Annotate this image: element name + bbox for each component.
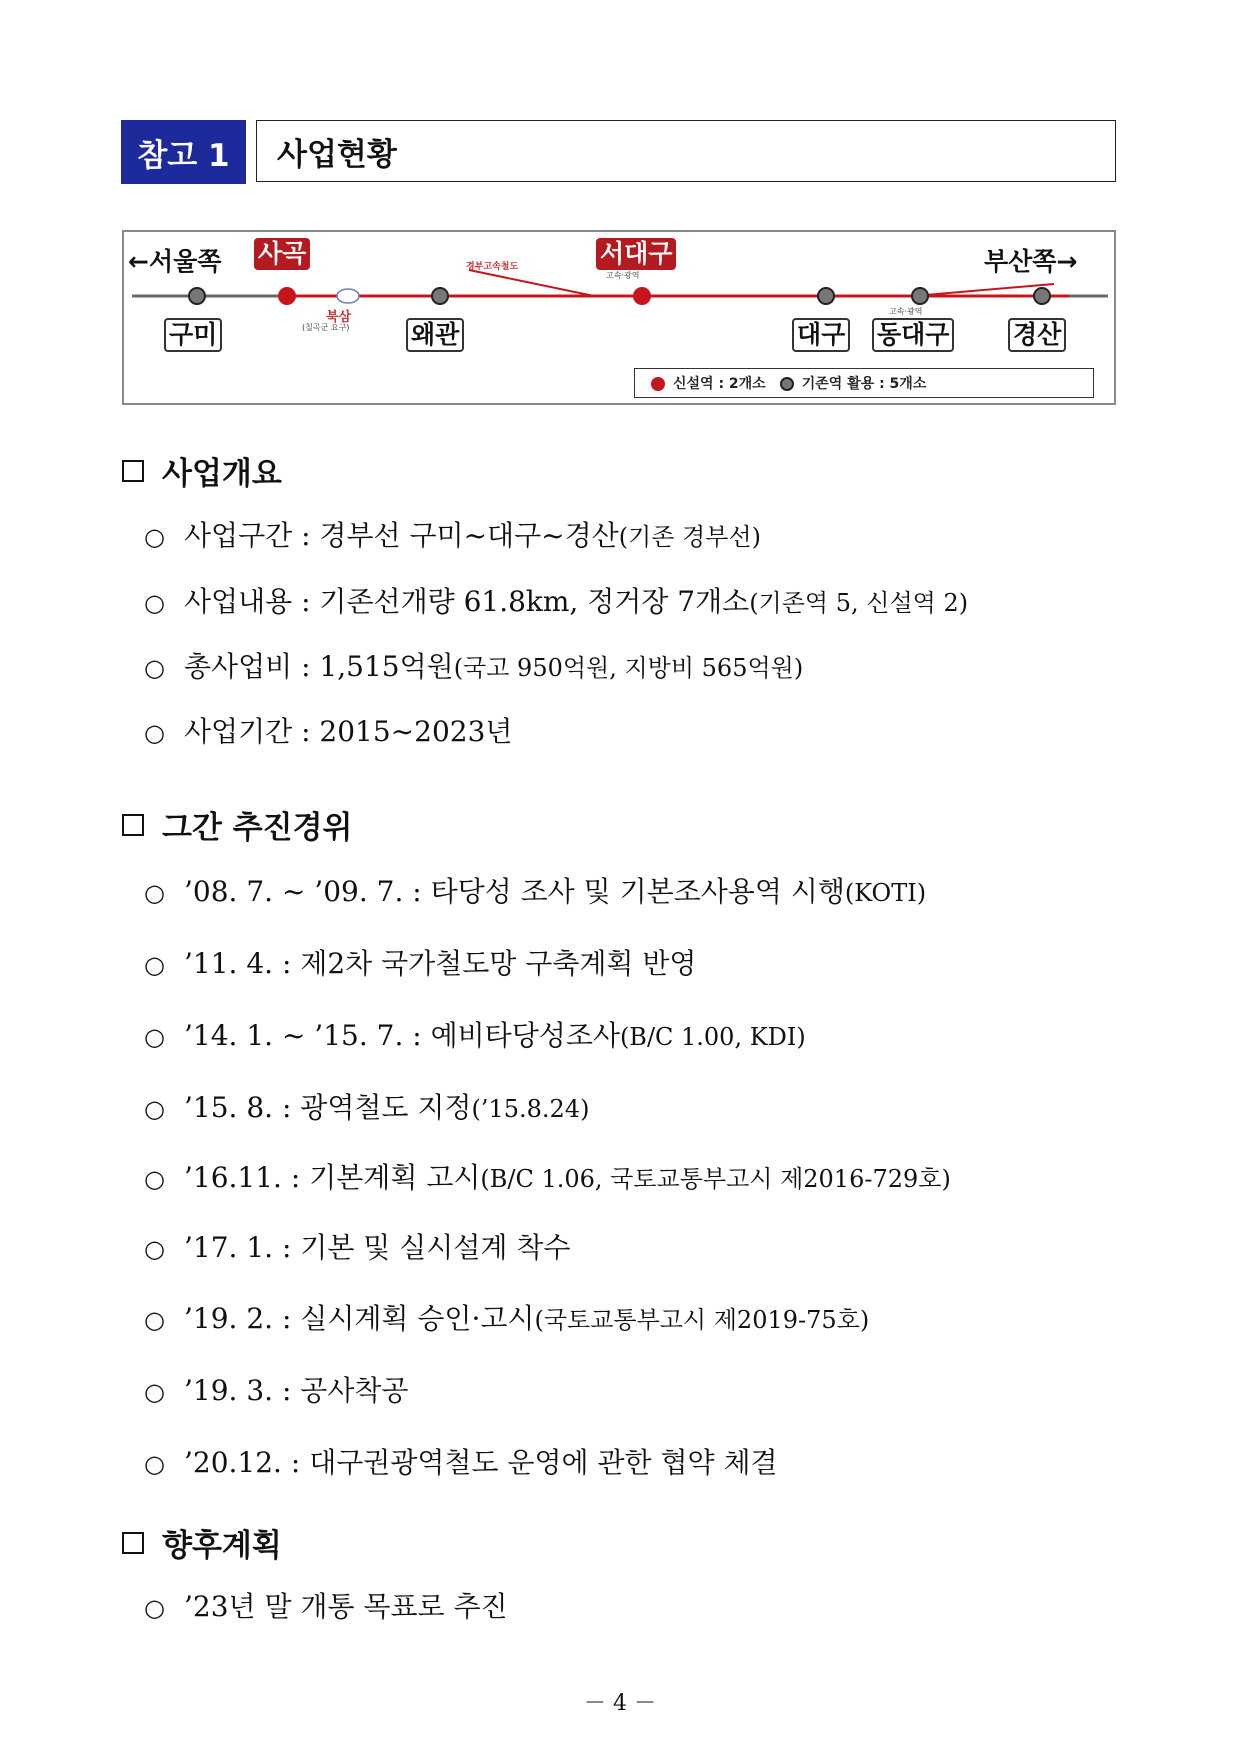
list-item: [144, 580, 968, 620]
legend-existing-item: [780, 373, 927, 393]
bullet-icon: ○: [144, 1165, 165, 1193]
reference-tag: 참고 1: [121, 120, 246, 184]
list-item: [144, 514, 761, 554]
item-text: ’11. 4. : 제2차 국가철도망 구축계획 반영: [184, 947, 697, 980]
gyeongbu-hs-label: 경부고속철도: [466, 262, 519, 272]
station-dongdaegu: 동대구: [872, 318, 954, 352]
list-item: [144, 1156, 951, 1196]
list-item: [144, 1086, 589, 1126]
item-text: ’17. 1. : 기본 및 실시설계 착수: [184, 1231, 571, 1264]
list-item: [144, 710, 512, 750]
direction-seoul: ←서울쪽: [128, 247, 222, 276]
list-item: [144, 1441, 778, 1481]
item-text: 사업내용 : 기존선개량 61.8km, 정거장 7개소: [184, 585, 750, 618]
item-text: ’20.12. : 대구권광역철도 운영에 관한 협약 체결: [184, 1446, 778, 1479]
bullet-icon: ○: [144, 523, 165, 551]
item-note: (기존역 5, 신설역 2): [749, 589, 969, 617]
section-future-heading: [122, 1520, 282, 1565]
station-daegu: 대구: [792, 318, 850, 352]
bukssam-note: (칠곡군 요구): [302, 323, 350, 332]
bullet-icon: ○: [144, 1378, 165, 1406]
bullet-icon: ○: [144, 1235, 165, 1263]
station-waegwan: 왜관: [406, 318, 464, 352]
route-map: [122, 230, 1116, 405]
item-note: (KOTI): [844, 879, 927, 907]
section-overview-heading: [122, 448, 282, 493]
existing-station-dot-icon: [780, 377, 794, 391]
legend-new-item: [651, 373, 766, 393]
bukssam-label: 북삼: [326, 310, 352, 325]
seodaegu-note: 고속·광역: [606, 271, 640, 280]
bullet-icon: ○: [144, 654, 165, 682]
direction-busan: 부산쪽→: [984, 247, 1078, 276]
page-number: － 4 －: [584, 1691, 656, 1716]
list-item: [144, 645, 803, 685]
section-future-title: 향후계획: [162, 1528, 282, 1564]
bullet-icon: ○: [144, 879, 165, 907]
dongdaegu-note: 고속·광역: [889, 307, 923, 316]
item-text: ’08. 7. ~ ’09. 7. : 타당성 조사 및 기본조사용역 시행: [184, 875, 845, 908]
bullet-icon: ○: [144, 1306, 165, 1334]
legend-new-text: 신설역 : 2개소: [673, 376, 766, 392]
bullet-icon: ○: [144, 1450, 165, 1478]
bullet-icon: ○: [144, 589, 165, 617]
page-title: [256, 120, 1116, 182]
bullet-icon: ○: [144, 1594, 165, 1622]
item-text: ’15. 8. : 광역철도 지정: [184, 1091, 472, 1124]
section-history-heading: [122, 802, 352, 847]
section-overview-title: 사업개요: [162, 456, 282, 492]
new-station-seodaegu: 서대구: [596, 238, 676, 270]
list-item: [144, 942, 696, 982]
legend-existing-text: 기존역 활용 : 5개소: [801, 376, 927, 392]
item-text: 사업구간 : 경부선 구미~대구~경산: [184, 519, 619, 552]
checkbox-square-icon: [122, 1532, 144, 1554]
item-text: ’23년 말 개통 목표로 추진: [184, 1590, 508, 1623]
item-text: ’19. 3. : 공사착공: [184, 1374, 409, 1407]
item-text: ’16.11. : 기본계획 고시: [184, 1161, 481, 1194]
bullet-icon: ○: [144, 719, 165, 747]
checkbox-square-icon: [122, 814, 144, 836]
item-text: 총사업비 : 1,515억원: [184, 650, 454, 683]
item-text: 사업기간 : 2015∼2023년: [184, 715, 513, 748]
station-gumi: 구미: [164, 318, 222, 352]
list-item: [144, 1014, 806, 1054]
new-station-dot-icon: [651, 377, 665, 391]
bullet-icon: ○: [144, 1095, 165, 1123]
bullet-icon: ○: [144, 951, 165, 979]
bullet-icon: ○: [144, 1023, 165, 1051]
item-note: (국고 950억원, 지방비 565억원): [453, 654, 804, 682]
list-item: [144, 1226, 570, 1266]
list-item: [144, 1297, 869, 1337]
page-title-text: 사업현황: [277, 136, 397, 173]
section-history-title: 그간 추진경위: [162, 810, 353, 846]
item-note: (B/C 1.06, 국토교통부고시 제2016-729호): [480, 1165, 951, 1193]
checkbox-square-icon: [122, 460, 144, 482]
route-legend: [634, 368, 1094, 398]
list-item: [144, 1369, 408, 1409]
item-note: (’15.8.24): [471, 1095, 590, 1123]
list-item: [144, 1585, 508, 1625]
item-text: ’14. 1. ~ ’15. 7. : 예비타당성조사: [184, 1019, 620, 1052]
station-gyeongsan: 경산: [1008, 318, 1066, 352]
item-note: (국토교통부고시 제2019-75호): [534, 1306, 870, 1334]
new-station-sagok: 사곡: [254, 238, 310, 270]
list-item: [144, 870, 926, 910]
item-note: (기존 경부선): [618, 523, 761, 551]
item-text: ’19. 2. : 실시계획 승인·고시: [184, 1302, 535, 1335]
item-note: (B/C 1.00, KDI): [619, 1023, 806, 1051]
